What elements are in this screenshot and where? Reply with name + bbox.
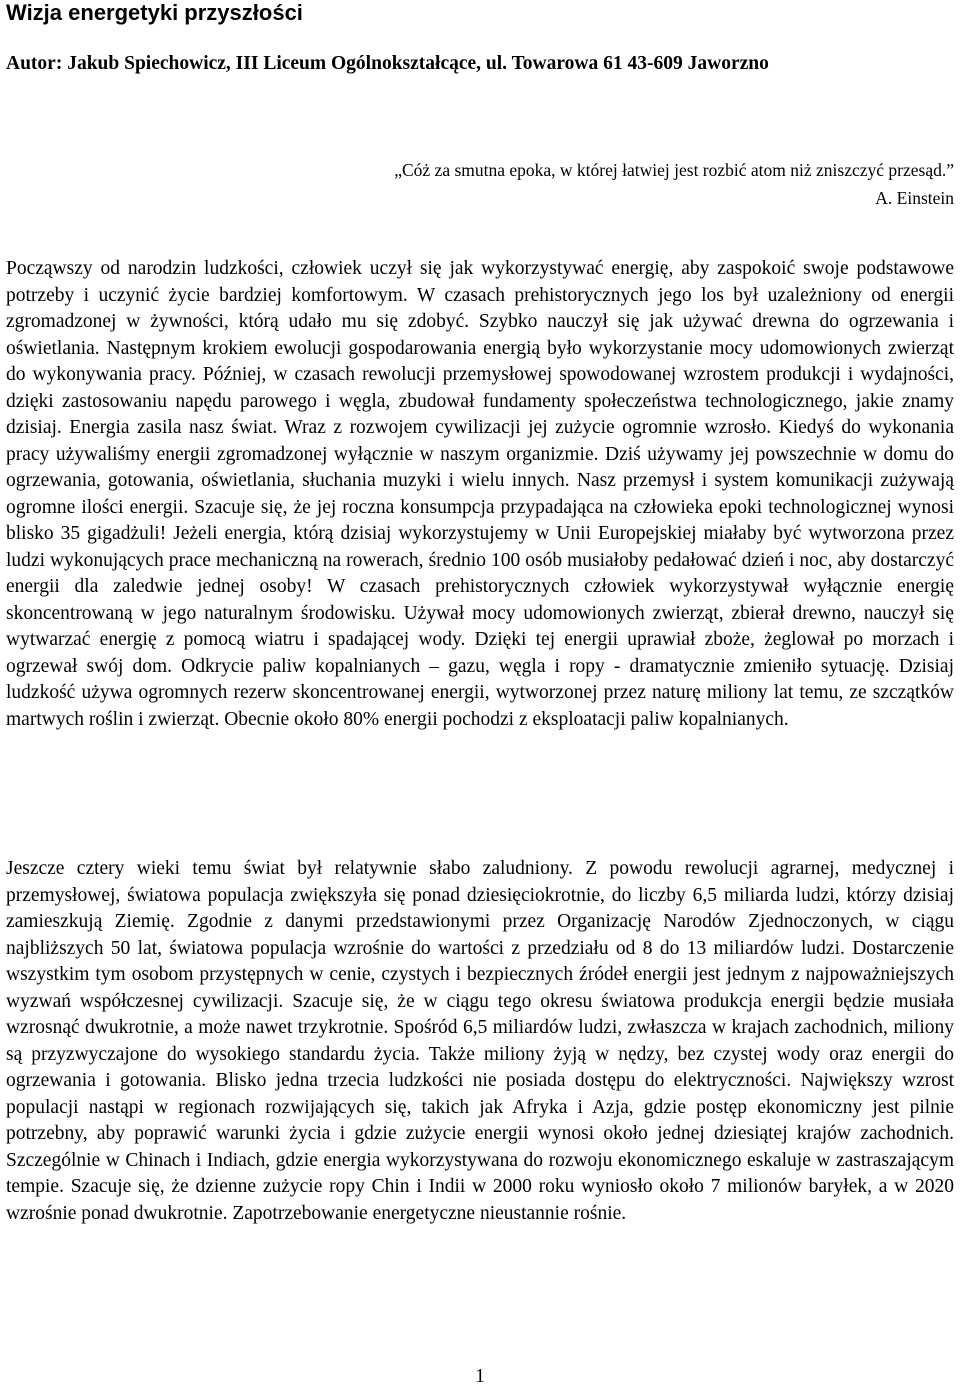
body-paragraph-2: Jeszcze cztery wieki temu świat był relatywnie słabo zaludniony. Z powodu rewolucji agrarnej, medycznej i przemysłowej, światowa populacja zwiększyła się ponad dziesięciokrotnie, do liczby 6,5 miliarda ludzi, którzy dzisiaj zamieszkują Ziemię. Zgodnie z danymi przedstawionymi przez Organizację Narodów Zjednoczonych, w ciągu najbliższych 50 lat, światowa populacja wzrośnie do wartości z przedziału od 8 do 13 miliardów ludzi. Dostarczenie wszystkim tym osobom przystępnych w cenie, czystych i bezpiecznych źródeł energii jest jednym z najpoważniejszych wyzwań współczesnej cywilizacji. Szacuje się, że w ciągu tego okresu światowa produkcja energii będzie musiała wzrosnąć dwukrotnie, a może nawet trzykrotnie. Spośród 6,5 miliardów ludzi, zwłaszcza w krajach zachodnich, miliony są przyzwyczajone do wysokiego standardu życia. Także miliony żyją w nędzy, bez czystej wody oraz energii do ogrzewania i gotowania. Blisko jedna trzecia ludzkości nie posiada dostępu do elektryczności. Największy wzrost populacji nastąpi w regionach rozwijających się, takich jak Afryka i Azja, gdzie postęp ekonomiczny jest pilnie potrzebny, aby poprawić warunki życia i gdzie zużycie energii wynosi około jednej dziesiątej krajów zachodnich. Szczególnie w Chinach i Indiach, gdzie energia wykorzystywana do rozwoju ekonomicznego eskaluje w zastraszającym tempie. Szacuje się, że dzienne zużycie ropy Chin i Indii w 2000 roku wyniosło około 7 milionów baryłek, a w 2020 wzrośnie ponad dwukrotnie. Zapotrzebowanie energetyczne nieustannie rośnie. (6, 858, 954, 1224)
author-line: Autor: Jakub Spiechowicz, III Liceum Ogólnokształcące, ul. Towarowa 61 43-609 Jaworzno (6, 53, 769, 74)
quote-text: „Cóż za smutna epoka, w której łatwiej jest rozbić atom niż zniszczyć przesąd.” (394, 160, 954, 180)
page-number: 1 (475, 1366, 485, 1387)
body-paragraph-1: Począwszy od narodzin ludzkości, człowiek uczył się jak wykorzystywać energię, aby zaspokoić swoje podstawowe potrzeby i uczynić życie bardziej komfortowym. W czasach prehistorycznych jego los był uzależniony od energii zgromadzonej w żywności, którą udało mu się zdobyć. Szybko nauczył się jak używać drewna do ogrzewania i oświetlania. Następnym krokiem ewolucji gospodarowania energią było wykorzystanie mocy udomowionych zwierząt do wykonywania pracy. Później, w czasach rewolucji przemysłowej spowodowanej wzrostem produkcji i wydajności, dzięki zastosowaniu napędu parowego i węgla, zbudował fundamenty społeczeństwa technologicznego, jakie znamy dzisiaj. Energia zasila nasz świat. Wraz z rozwojem cywilizacji jej zużycie ogromnie wzrosło. Kiedyś do wykonania pracy używaliśmy energii zgromadzonej wyłącznie w naszym organizmie. Dziś używamy jej powszechnie w domu do ogrzewania, gotowania, oświetlania, słuchania muzyki i wielu innych. Nasz przemysł i system komunikacji zużywają ogromne ilości energii. Szacuje się, że jej roczna konsumpcja przypadająca na człowieka epoki technologicznej wynosi blisko 35 gigadżuli! Jeżeli energia, którą dzisiaj wykorzystujemy w Unii Europejskiej miałaby być wytworzona przez ludzi wykonujących prace mechaniczną na rowerach, średnio 100 osób musiałoby pedałować dzień i noc, aby dostarczyć energii dla zaledwie jednej osoby! W czasach prehistorycznych człowiek wykorzystywał wyłącznie energię skoncentrowaną w jego naturalnym środowisku. Używał mocy udomowionych zwierząt, zbierał drewno, nauczył się wytwarzać energię z pomocą wiatru i spadającej wody. Dzięki tej energii uprawiał zboże, żeglował po morzach i ogrzewał swój dom. Odkrycie paliw kopalnianych – gazu, węgla i ropy - dramatycznie zmieniło sytuację. Dzisiaj ludzkość używa ogromnych rezerw skoncentrowanej energii, wytworzonej przez naturę miliony lat temu, ze szczątków martwych roślin i zwierząt. Obecnie około 80% energii pochodzi z eksploatacji paliw kopalnianych. (6, 258, 954, 730)
document-title: Wizja energetyki przyszłości (6, 0, 303, 25)
epigraph-quote (14, 156, 954, 212)
quote-source: A. Einstein (875, 188, 954, 208)
